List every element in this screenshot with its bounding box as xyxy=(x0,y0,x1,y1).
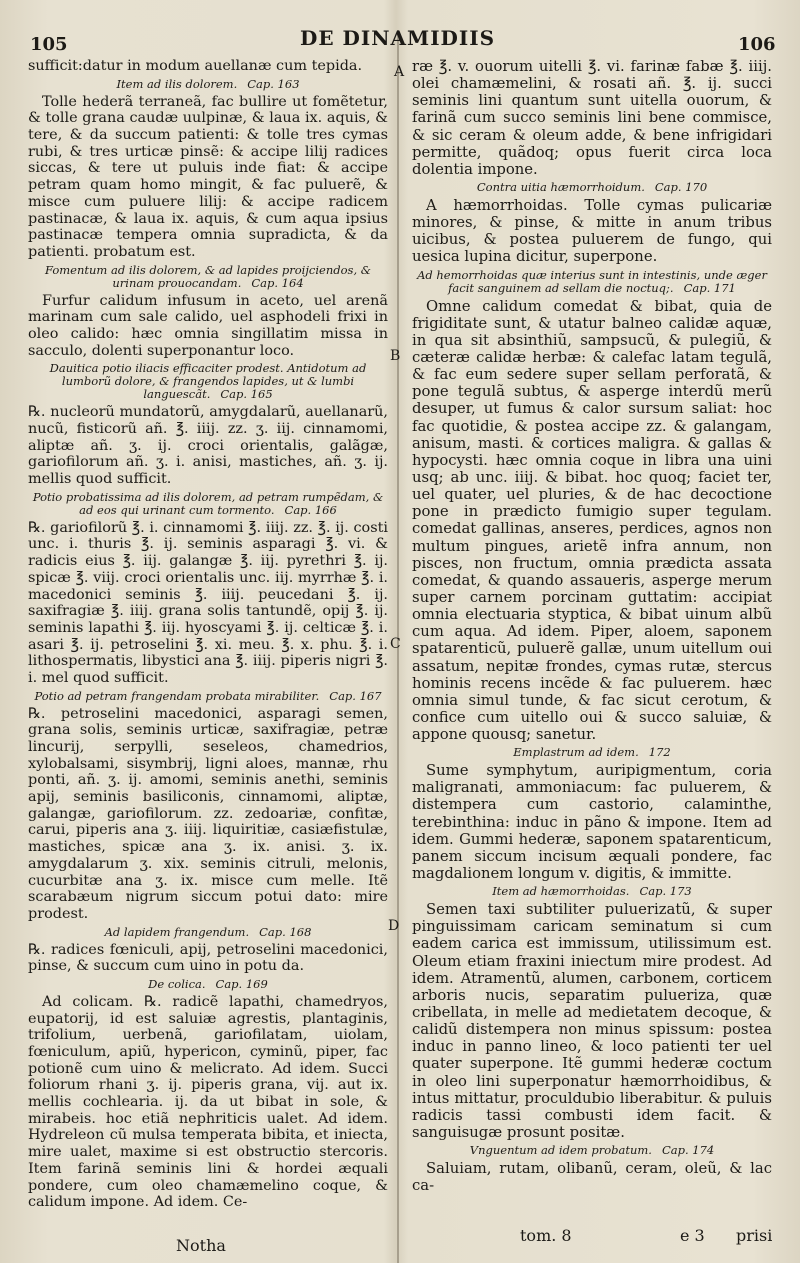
margin-letter-c: C xyxy=(390,636,401,652)
signature-mark: tom. 8 xyxy=(520,1226,572,1245)
section-heading xyxy=(28,690,388,703)
paragraph: Furfur calidum infusum in aceto, uel arenã marinam cum sale calido, uel asphodeli frixi in oleo calido: hæc omnia singillatim missa in sacculo, dolenti superponantur loco. xyxy=(28,292,388,359)
heading-text: De colica. xyxy=(148,976,206,991)
heading-text: Ad hemorrhoidas quæ interius sunt in intestinis, unde æger facit sanguinem ad sellam die noctuq;. xyxy=(417,267,767,295)
catchword-right: prisi xyxy=(736,1226,773,1245)
chapter-number: Cap. 166 xyxy=(284,502,337,517)
chapter-number: Cap. 168 xyxy=(259,924,312,939)
heading-text: Potio probatissima ad ilis dolorem, ad petram rumpẽdam, & ad eos qui urinant cum tormento. xyxy=(32,489,384,517)
section-heading xyxy=(412,181,772,194)
heading-text: Item ad hæmorrhoidas. xyxy=(492,884,630,899)
paragraph: Semen taxi subtiliter puluerizatũ, & super pinguissimam caricam seminatum si cum eadem carica est immissum, utilissimum est. Oleum etiam fraxini iniectum mire prodest. Ad idem. Atramentũ, alumen, carbonem, corticem arboris nucis, separatim pulueriza, quæ cribellata, in melle ad medietatem decoque, & calidũ distempera non minus spissum: postea induc in panno lineo, & loco patienti ter uel quater superpone. Itẽ gummi hederæ coctum in oleo lini superponatur hæmorrhoidibus, & intus mittatur, proculdubio liberabitur. & puluis radicis tassi combusti idem facit. & sanguisugæ prosunt positæ. xyxy=(412,901,772,1142)
page-number-right: 106 xyxy=(738,34,776,55)
signature-right: e 3 xyxy=(680,1226,705,1245)
heading-text: Item ad ilis dolorem. xyxy=(116,76,238,91)
chapter-number: Cap. 169 xyxy=(215,976,268,991)
section-heading xyxy=(412,269,772,295)
paragraph: ℞. petroselini macedonici, asparagi semen, grana solis, seminis urticæ, saxifragiæ, petræ lincurij, serpylli, seseleos, chamedrios, xylobalsami, sisymbrij, ligni aloes, mannæ, rhu ponti, añ. ʒ. ij. amomi, seminis anethi, seminis apij, seminis basiliconis, cinnamomi, aliptæ, galangæ, gariofilorum. zz. zedoariæ, confitæ, carui, piperis ana ʒ. iiij. liquiritiæ, casiæfistulæ, mastiches, spicæ ana ʒ. ix. anisi. ʒ. ix. amygdalarum ʒ. xix. seminis citruli, melonis, cucurbitæ ana ʒ. ix. misce cum melle. Itẽ scarabæum nigrum siccum potui dato: mire prodest. xyxy=(28,705,388,922)
heading-text: Potio ad petram frangendam probata mirabiliter. xyxy=(34,688,320,703)
paragraph: ℞. nucleorũ mundatorũ, amygdalarũ, auellanarũ, nucũ, fisticorũ añ. ℥. iiij. zz. ʒ. iij. cinnamomi, aliptæ añ. ʒ. ij. croci orientalis, galãgæ, gariofilorum añ. ʒ. i. anisi, mastiches, añ. ʒ. ij. mellis quod sufficit. xyxy=(28,404,388,488)
section-heading xyxy=(28,264,388,290)
paragraph: Tolle hederã terraneã, fac bullire ut fomẽtetur, & tolle grana caudæ uulpinæ, & laua ix. aquis, & tere, & da succum patienti: & tolle tres cymas rubi, & tres urticæ pinsẽ: & accipe lilij radices siccas, & tere ut puluis inde fiat: & accipe petram quam homo mingit, & fac puluerẽ, & misce cum puluere lilij: & accipe radicem pastinacæ, & laua ix. aquis, & cum aqua ipsius pastinacæ tempera omnia supradicta, & da patienti. probatum est. xyxy=(28,93,388,260)
paragraph: Ad colicam. ℞. radicẽ lapathi, chamedryos, eupatorij, id est saluiæ agrestis, plantaginis, trifolium, uerbenã, gariofilatam, uiolam, fœniculum, apiũ, hypericon, cyminũ, piper, fac potionẽ cum uino & melicrato. Ad idem. Succi foliorum rhani ʒ. ij. piperis grana, vij. aut ix. mellis cochlearia. ij. da ut bibat in sole, & mirabeis. hoc etiã nephriticis ualet. Ad idem. Hydreleon cũ mulsa temperata bibita, et iniecta, mire ualet, maxime si est obstructio stercoris. Item farinã seminis lini & hordei æquali pondere, cum oleo chamæmelino coque, & calidum impone. Ad idem. Ce- xyxy=(28,993,388,1211)
section-heading xyxy=(412,885,772,898)
left-column xyxy=(28,58,388,1214)
heading-text: Fomentum ad ilis dolorem, & ad lapides proijciendos, & urinam prouocandam. xyxy=(44,262,371,290)
section-heading xyxy=(412,746,772,759)
heading-text: Vnguentum ad idem probatum. xyxy=(469,1143,652,1158)
chapter-number: Cap. 167 xyxy=(329,688,382,703)
chapter-number: Cap. 170 xyxy=(654,179,708,194)
page-number-left: 105 xyxy=(30,34,68,55)
heading-text: Dauitica potio iliacis efficaciter prodest. Antidotum ad lumborũ dolore, & frangendos lapides, ut & lumbi languescãt. xyxy=(49,361,367,402)
paragraph: Saluiam, rutam, olibanũ, ceram, oleũ, & lac ca- xyxy=(412,1160,772,1195)
margin-letter-a: A xyxy=(394,64,405,80)
heading-text: Ad lapidem frangendum. xyxy=(104,924,250,939)
chapter-number: Cap. 171 xyxy=(683,280,736,295)
paragraph: ℞. gariofilorũ ℥. i. cinnamomi ℥. iiij. zz. ℥. ij. costi unc. i. thuris ℥. ij. seminis asparagi ℥. vi. & radicis eius ℥. iij. galangæ ℥. iij. pyrethri ℥. ij. spicæ ℥. viij. croci orientalis unc. iij. myrrhæ ℥. i. macedonici seminis ℥. iiij. peucedani ℥. ij. saxifragiæ ℥. iiij. grana solis tantundẽ, opij ℥. ij. seminis lapathi ℥. iij. hyoscyami ℥. ij. celticæ ℥. i. asari ℥. ij. petroselini ℥. xi. meu. ℥. x. phu. ℥. i. lithospermatis, libystici ana ℥. iiij. piperis nigri ℥. i. mel quod sufficit. xyxy=(28,519,388,686)
catchword-left: Notha xyxy=(176,1236,226,1255)
chapter-number: Cap. 173 xyxy=(639,884,692,899)
section-heading xyxy=(28,78,388,91)
right-column xyxy=(412,58,772,1197)
chapter-number: Cap. 163 xyxy=(247,76,300,91)
heading-text: Contra uitia hæmorrhoidum. xyxy=(476,179,645,194)
chapter-number: Cap. 165 xyxy=(220,387,273,402)
paragraph: ℞. radices fœniculi, apij, petroselini macedonici, pinse, & succum cum uino in potu da. xyxy=(28,941,388,975)
section-heading xyxy=(28,491,388,517)
paragraph: sufficit:datur in modum auellanæ cum tepida. xyxy=(28,58,363,74)
chapter-number: Cap. 174 xyxy=(661,1143,715,1158)
running-head: DE DINAMIDIIS xyxy=(300,26,496,50)
paragraph: A hæmorrhoidas. Tolle cymas pulicariæ minores, & pinse, & mitte in anum tribus uicibus, & postea puluerem de fungo, qui uesica lupina dicitur, superpone. xyxy=(412,196,772,266)
chapter-number: Cap. 164 xyxy=(251,275,304,290)
chapter-number: 172 xyxy=(648,745,671,760)
margin-letter-b: B xyxy=(390,348,401,364)
margin-letter-d: D xyxy=(388,918,400,934)
paragraph: Sume symphytum, auripigmentum, coria maligranati, ammoniacum: fac puluerem, & distempera cum castorio, calaminthe, terebinthina: induc in pãno & impone. Item ad idem. Gummi hederæ, saponem spatarenticum, panem siccum incisum æquali pondere, fac magdalionem longum v. digitis, & immitte. xyxy=(412,762,772,883)
paragraph: ræ ℥. v. ouorum uitelli ℥. vi. farinæ fabæ ℥. iiij. olei chamæmelini, & rosati añ. ℥. ij. succi seminis lini quantum sunt uitella ouorum, & farinã cum succo seminis lini bene commisce, & sic ceram & oleum adde, & bene infrigidari permitte, quãdoq; opus fuerit circa loca dolentia impone. xyxy=(412,58,772,178)
heading-text: Emplastrum ad idem. xyxy=(513,745,639,760)
section-heading xyxy=(412,1144,772,1157)
section-heading xyxy=(28,978,388,991)
section-heading xyxy=(28,362,388,401)
section-heading xyxy=(28,926,388,939)
paragraph: Omne calidum comedat & bibat, quia de frigiditate sunt, & utatur balneo calidæ aquæ, in qua sit absinthiũ, sampsucũ, & pulegiũ, & cæteræ calidæ herbæ: & calefac latam tegulã, & fac eum sedere super sellam perforatã, & pone tegulã subtus, & asperge interdũ merũ desuper, ut fumus & calor sursum saliat: hoc fac quotidie, & postea accipe zz. & galangam, anisum, masti. & cortices maligra. & gallas & hypocysti. hæc omnia coque in libra una uini usq; ab unc. iiij. & bibat. hoc quoq; faciet ter, uel quater, uel pluries, & de hac decoctione pone in prædicto fumigio super tegulam. comedat gallinas, anseres, perdices, agnos non multum pingues, arietẽ infra annum, non pisces, non fructum, omnia prædicta assata comedat, & quando assaueris, asperge merum super carnem porcinam guttatim: accipiat omnia electuaria styptica, & bibat uinum albũ cum aqua. Ad idem. Piper, aloem, saponem spatarenticũ, puluerẽ gallæ, unum uitellum oui assatum, nepitæ frondes, cymas rutæ, stercus hominis recens incẽde & fac puluerem. hæc omnia simul tunde, & fac sicut cerotum, & confice cum uitello oui & succo saluiæ, & appone quousq; sanetur. xyxy=(412,297,772,744)
